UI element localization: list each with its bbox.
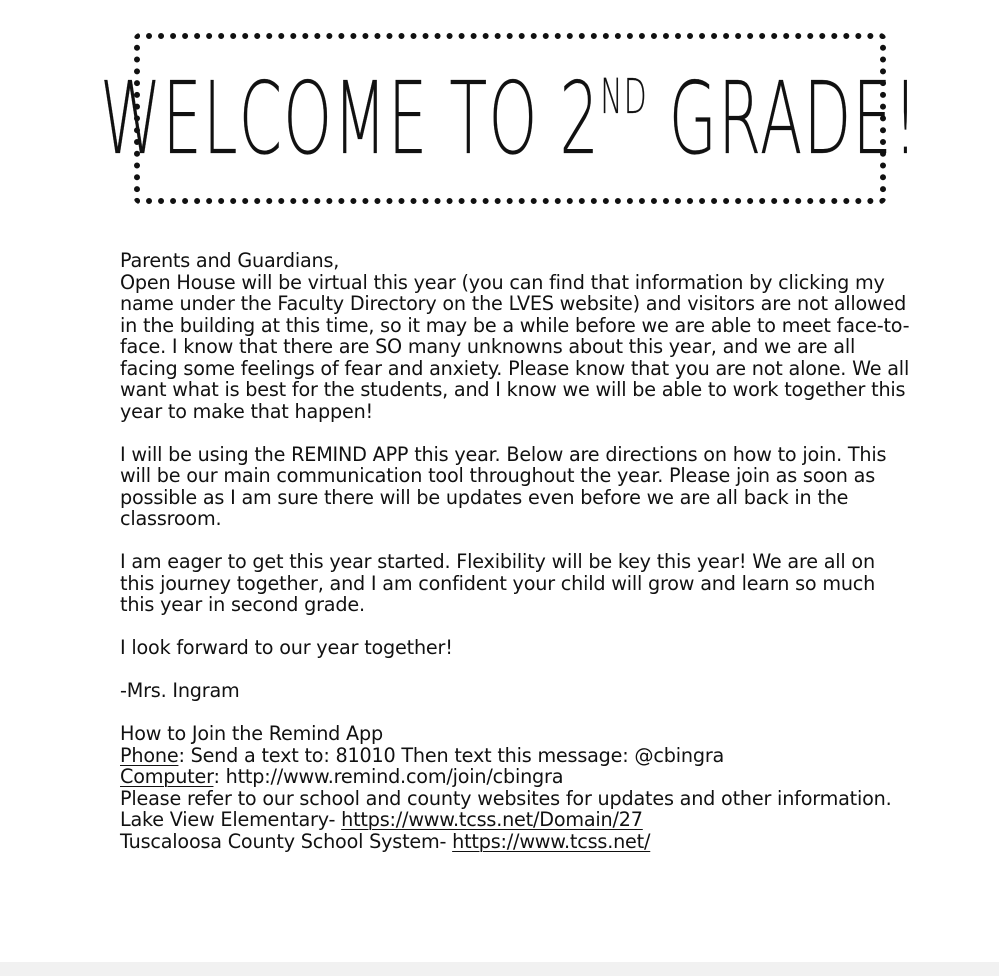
county-label: Tuscaloosa County School System- [120,829,453,853]
paragraph-open-house: Open House will be virtual this year (you can find that information by clicking my name under the Faculty Directory on the LVES website) and visitors are not allowed in the building at this time, so it may be a while before we are able to meet face-to-face. I know that there are SO many unknowns about this year, and we are all facing some feelings of fear and anxiety. Please know that you are not alone. We all want what is best for the students, and I know we will be able to work together this year to make that happen! [120,270,910,423]
remind-heading: How to Join the Remind App [120,722,383,745]
banner-title-main: WELCOME TO 2 [100,59,601,177]
banner-title-superscript: ND [600,68,649,125]
letter-body [120,250,910,852]
county-website-link[interactable]: https://www.tcss.net/ [452,829,651,853]
school-website-link[interactable]: https://www.tcss.net/Domain/27 [341,808,643,831]
phone-link[interactable]: Phone [120,743,179,767]
computer-line [120,766,910,788]
school-label: Lake View Elementary- [120,808,342,831]
computer-instructions: : http://www.remind.com/join/cbingra [213,765,564,788]
signature: -Mrs. Ingram [120,679,240,702]
welcome-banner [100,33,920,204]
phone-instructions: : Send a text to: 81010 Then text this message: @cbingra [178,743,725,767]
refer-text: Please refer to our school and county websites for updates and other information. [120,786,892,810]
phone-line [120,745,910,767]
paragraph-look-forward: I look forward to our year together! [120,636,453,659]
paragraph-remind-app: I will be using the REMIND APP this year. Below are directions on how to join. This will be our main communication tool throughout the year. Please join as soon as possible as I am sure there will be updates even before we are all back in the classroom. [120,442,887,530]
banner-title [100,59,920,177]
page-bottom-edge [0,962,999,976]
computer-link[interactable]: Computer [120,765,214,788]
school-line [120,809,910,831]
county-line [120,831,910,853]
banner-title-end: GRADE! [648,59,920,177]
paragraph-eager: I am eager to get this year started. Flexibility will be key this year! We are all on this journey together, and I am confident your child will grow and learn so much this year in second grade. [120,550,876,616]
greeting: Parents and Guardians, [120,249,340,272]
